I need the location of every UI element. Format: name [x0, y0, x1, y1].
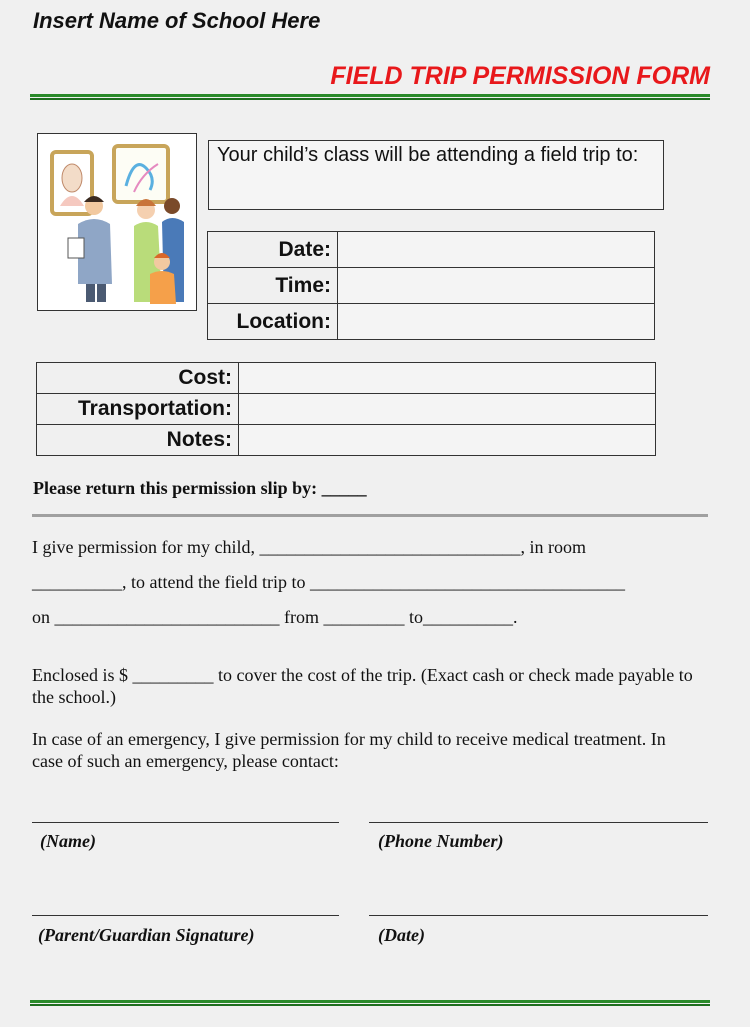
emergency-paragraph: In case of an emergency, I give permission for my child to receive medical treatment. In case of such an emergency, please contact: — [32, 729, 666, 771]
trip-details-table — [207, 231, 655, 340]
parent-signature-caption: (Parent/Guardian Signature) — [38, 925, 255, 945]
date-label: Date: — [208, 232, 338, 268]
table-row — [208, 304, 655, 340]
phone-signature-line[interactable] — [369, 822, 708, 823]
transportation-field[interactable] — [239, 394, 656, 425]
intro-box: Your child’s class will be attending a field trip to: — [208, 140, 664, 210]
date-caption: (Date) — [378, 925, 425, 945]
notes-field[interactable] — [239, 425, 656, 456]
time-field[interactable] — [338, 268, 655, 304]
school-name: Insert Name of School Here — [33, 8, 321, 33]
location-field[interactable] — [338, 304, 655, 340]
bottom-green-rule — [30, 1000, 710, 1006]
top-green-rule — [30, 94, 710, 100]
date-signature-line[interactable] — [369, 915, 708, 916]
museum-clipart — [37, 133, 197, 311]
notes-label: Notes: — [37, 425, 239, 456]
permission-line-3: on _________________________ from _________ to__________. — [32, 607, 518, 627]
return-by-text: Please return this permission slip by: _____ — [33, 478, 367, 498]
table-row — [37, 425, 656, 456]
permission-line-2: __________, to attend the field trip to ___________________________________ — [32, 572, 625, 592]
name-caption: (Name) — [40, 831, 96, 851]
form-title: FIELD TRIP PERMISSION FORM — [330, 62, 710, 90]
table-row — [208, 232, 655, 268]
table-row — [37, 394, 656, 425]
cost-details-table — [36, 362, 656, 456]
location-label: Location: — [208, 304, 338, 340]
phone-caption: (Phone Number) — [378, 831, 504, 851]
transportation-label: Transportation: — [37, 394, 239, 425]
permission-line-1: I give permission for my child, _____________________________, in room — [32, 537, 586, 557]
name-signature-line[interactable] — [32, 822, 339, 823]
cost-field[interactable] — [239, 363, 656, 394]
parent-signature-line[interactable] — [32, 915, 339, 916]
table-row — [37, 363, 656, 394]
date-field[interactable] — [338, 232, 655, 268]
time-label: Time: — [208, 268, 338, 304]
table-row — [208, 268, 655, 304]
enclosed-paragraph: Enclosed is $ _________ to cover the cost of the trip. (Exact cash or check made payable to the school.) — [32, 665, 693, 707]
section-divider — [32, 514, 708, 517]
cost-label: Cost: — [37, 363, 239, 394]
